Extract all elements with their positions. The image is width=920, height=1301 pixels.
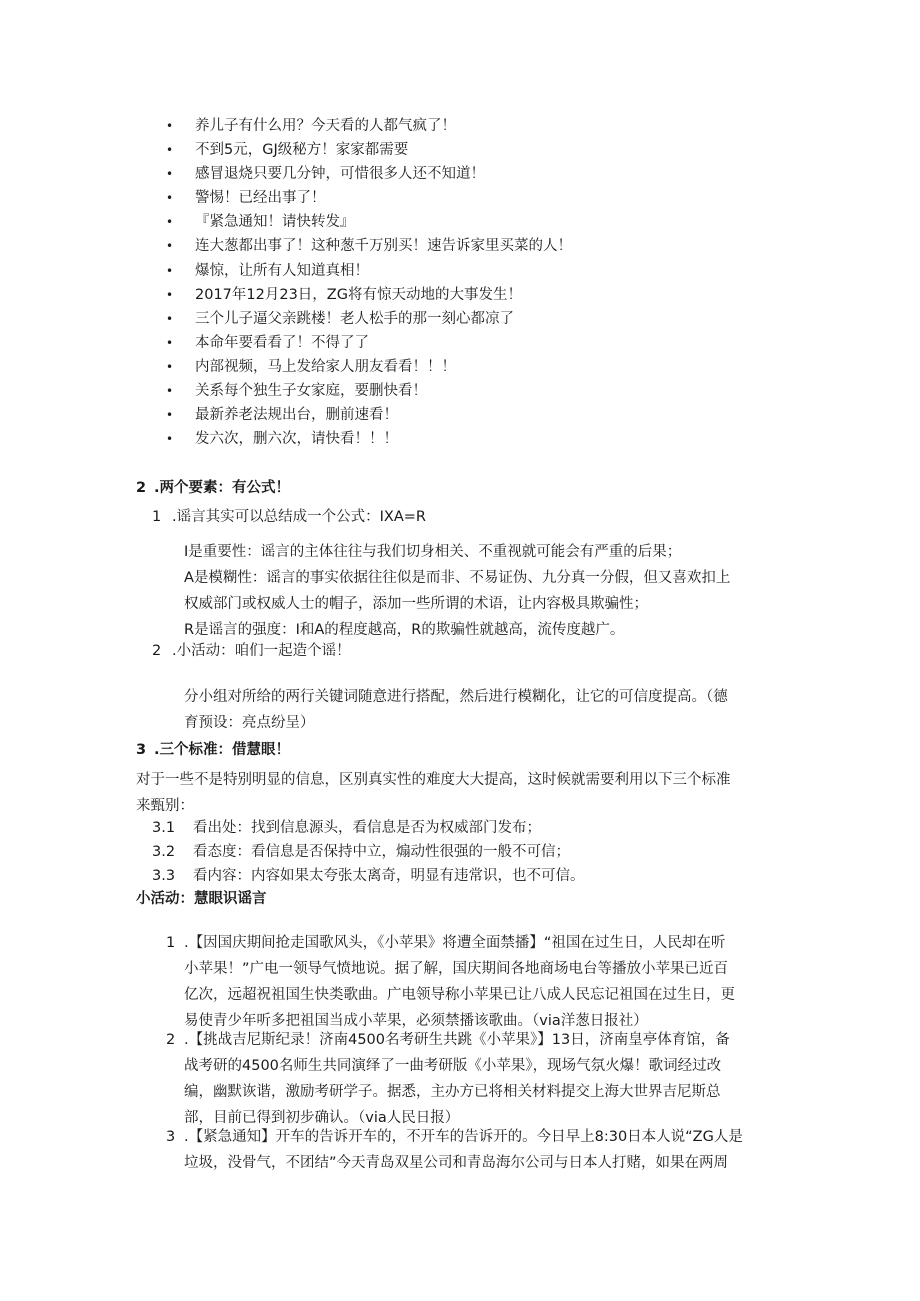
bullet-icon: • [166,384,174,399]
list-item: • 警惕！已经出事了！ [166,186,572,210]
bullet-icon: • [166,167,174,182]
formula-explanation: I是重要性：谣言的主体往往与我们切身相关、不重视就可能会有严重的后果； A是模糊性：谣言的事实依据往往似是而非、不易证伪、九分真一分假，但又喜欢扣上 权威部门或权威人士的帽子，添加一些所谓的术语，让内容极具欺骗性； R是谣言的强度：I和A的程度越高，R的欺骗性就越高，流传度越广。 [184,544,731,638]
criterion-3: 3.3 看内容：内容如果太夸张太离奇，明显有违常识，也不可信。 [152,868,585,884]
section-2-heading: 2 .两个要素：有公式！ [136,480,291,496]
example-1-number: 1 [166,935,176,951]
section-2-item-1: 1 .谣言其实可以总结成一个公式：IXA=R [152,509,426,525]
bullet-icon: • [166,408,174,423]
list-item: • 发六次，删六次，请快看！！！ [166,427,572,451]
list-item: • 养儿子有什么用？今天看的人都气疯了！ [166,114,572,138]
list-item: • 三个儿子逼父亲跳楼！老人松手的那一刻心都凉了 [166,307,572,331]
list-item: • 内部视频，马上发给家人朋友看看！！！ [166,355,572,379]
list-item: • 最新养老法规出台，删前速看！ [166,403,572,427]
bullet-icon: • [166,263,174,278]
activity-description: 分小组对所给的两行关键词随意进行搭配，然后进行模糊化，让它的可信度提高。（德 育预设：亮点纷呈） [184,689,728,731]
bullet-icon: • [166,215,174,230]
criterion-1: 3.1 看出处：找到信息源头，看信息是否为权威部门发布； [152,820,541,836]
example-2-number: 2 [166,1032,176,1048]
activity-title: 小活动：慧眼识谣言 [136,891,267,907]
list-item: • 连大葱都出事了！这种葱千万别买！速告诉家里买菜的人！ [166,234,572,258]
section-3-intro: 对于一些不是特别明显的信息，区别真实性的难度大大提高，这时候就需要利用以下三个标准 来甄别： [136,772,731,814]
bullet-icon: • [166,311,174,326]
bullet-icon: • [166,143,174,158]
bullet-icon: • [166,432,174,447]
section-2-item-2: 2 .小活动：咱们一起造个谣！ [152,643,351,659]
example-3-number: 3 [166,1129,176,1145]
list-item: • 爆惊，让所有人知道真相！ [166,259,572,283]
criterion-2: 3.2 看态度：看信息是否保持中立，煽动性很强的一般不可信； [152,844,570,860]
list-item: • 『紧急通知！请快转发』 [166,210,572,234]
bullet-icon: • [166,119,174,133]
bullet-icon: • [166,191,174,206]
rumor-headline-list [166,114,572,451]
bullet-icon: • [166,335,174,350]
list-item: • 本命年要看看了！不得了了 [166,331,572,355]
bullet-icon: • [166,359,174,374]
example-2: .【挑战吉尼斯纪录！济南4500名考研生共跳《小苹果》】13日，济南皇亭体育馆，备 战考研的4500名师生共同演绎了一曲考研版《小苹果》，现场气氛火爆！歌词经过改 编，幽默诙谐，激励考研学子。据悉，主办方已将相关材料提交上海大世界吉尼斯总 部，目前已得到初步确认。（via人民日报） [184,1032,730,1126]
bullet-icon: • [166,239,174,254]
list-item: • 关系每个独生子女家庭，要删快看！ [166,379,572,403]
list-item: • 感冒退烧只要几分钟，可惜很多人还不知道！ [166,162,572,186]
list-item: • 不到5元，GJ级秘方！家家都需要 [166,138,572,162]
bullet-icon: • [166,287,174,302]
list-item: • 2017年12月23日，ZG将有惊天动地的大事发生！ [166,283,572,307]
section-3-heading: 3 .三个标准：借慧眼！ [136,742,291,758]
example-1: .【因国庆期间抢走国歌风头，《小苹果》将遭全面禁播】“祖国在过生日，人民却在听 小苹果！”广电一领导气愤地说。据了解，国庆期间各地商场电台等播放小苹果已近百 亿次，远超祝祖国生快类歌曲。广电领导称小苹果已让八成人民忘记祖国在过生日，更 易使青少年听多把祖国当成小苹果，必须禁播该歌曲。（via洋葱日报社） [184,935,735,1029]
example-3: .【紧急通知】开车的告诉开车的，不开车的告诉开的。今日早上8:30日本人说“ZG人是 垃圾，没骨气，不团结”今天青岛双星公司和青岛海尔公司与日本人打赌，如果在两周 [184,1129,743,1171]
